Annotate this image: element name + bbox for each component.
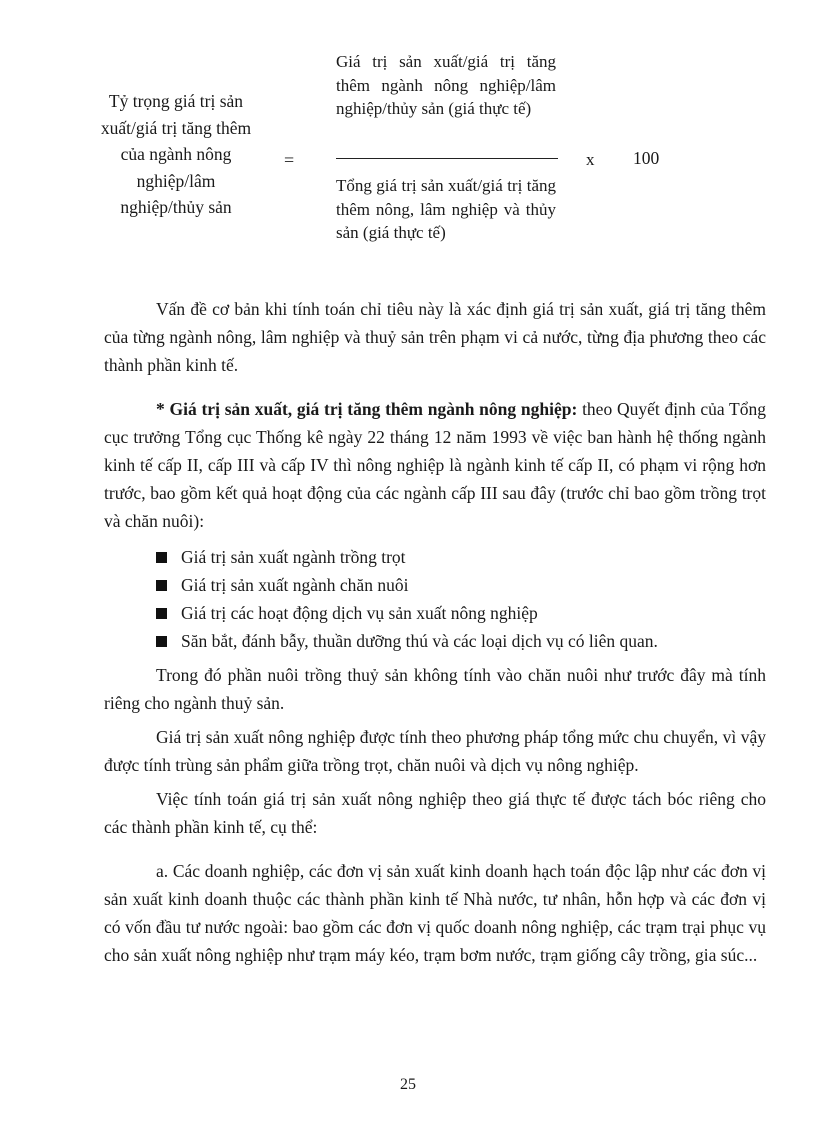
page-number: 25 <box>400 1076 416 1093</box>
square-bullet-icon <box>156 636 167 647</box>
square-bullet-icon <box>156 580 167 591</box>
paragraph-aquaculture: Trong đó phần nuôi trồng thuỷ sản không tính vào chăn nuôi như trước đây mà tính riêng cho ngành thuỷ sản. <box>104 665 766 713</box>
paragraph-economic-sectors: Việc tính toán giá trị sản xuất nông nghiệp theo giá thực tế được tách bóc riêng cho các thành phần kinh tế, cụ thể: <box>104 789 766 837</box>
list-item: Săn bắt, đánh bẫy, thuần dưỡng thú và các loại dịch vụ có liên quan. <box>156 627 766 655</box>
list-item: Giá trị các hoạt động dịch vụ sản xuất nông nghiệp <box>156 599 766 627</box>
formula-denominator: Tổng giá trị sản xuất/giá trị tăng thêm nông, lâm nghiệp và thủy sản (giá thực tế) <box>336 176 556 242</box>
formula-left-side: Tỷ trọng giá trị sản xuất/giá trị tăng thêm của ngành nông nghiệp/lâm nghiệp/thủy sản <box>100 91 252 217</box>
paragraph-turnover-method: Giá trị sản xuất nông nghiệp được tính theo phương pháp tổng mức chu chuyển, vì vậy được tính trùng sản phẩm giữa trồng trọt, chăn nuôi và dịch vụ nông nghiệp. <box>104 727 766 775</box>
fraction-line <box>336 158 558 159</box>
square-bullet-icon <box>156 552 167 563</box>
formula-numerator: Giá trị sản xuất/giá trị tăng thêm ngành nông nghiệp/lâm nghiệp/thủy sản (giá thực tế) <box>336 52 556 118</box>
paragraph-enterprises: a. Các doanh nghiệp, các đơn vị sản xuất kinh doanh hạch toán độc lập như các đơn vị sản xuất kinh doanh thuộc các thành phần kinh tế Nhà nước, tư nhân, hỗn hợp và các đơn vị có vốn đầu tư nước ngoài: bao gồm các đơn vị quốc doanh nông nghiệp, các trạm trại phục vụ cho sản xuất nông nghiệp như trạm máy kéo, trạm bơm nước, trạm giống cây trồng, gia súc... <box>104 861 766 965</box>
equals-sign: = <box>284 150 295 170</box>
paragraph-basic-issue: Vấn đề cơ bản khi tính toán chỉ tiêu này là xác định giá trị sản xuất, giá trị tăng thêm của từng ngành nông, lâm nghiệp và thuỷ sản trên phạm vi cả nước, từng địa phương theo các thành phần kinh tế. <box>104 299 766 375</box>
paragraph-agriculture-definition <box>104 395 766 535</box>
paragraph-agriculture-text: theo Quyết định của Tổng cục trưởng Tổng cục Thống kê ngày 22 tháng 12 năm 1993 về việc ban hành hệ thống ngành kinh tế cấp II, cấp III và cấp IV thì nông nghiệp là ngành kinh tế cấp II, có phạm vi rộng hơn trước, bao gồm kết quả hoạt động của các ngành cấp III sau đây (trước chỉ bao gồm trồng trọt và chăn nuôi): <box>104 399 766 531</box>
section-heading: * Giá trị sản xuất, giá trị tăng thêm ngành nông nghiệp: <box>156 399 578 419</box>
body-text <box>104 295 766 969</box>
list-item: Giá trị sản xuất ngành chăn nuôi <box>156 571 766 599</box>
ratio-formula <box>0 0 816 280</box>
bullet-list <box>104 543 766 655</box>
square-bullet-icon <box>156 608 167 619</box>
list-item: Giá trị sản xuất ngành trồng trọt <box>156 543 766 571</box>
formula-multiplier: 100 <box>633 148 660 168</box>
multiply-sign: x <box>586 150 595 169</box>
